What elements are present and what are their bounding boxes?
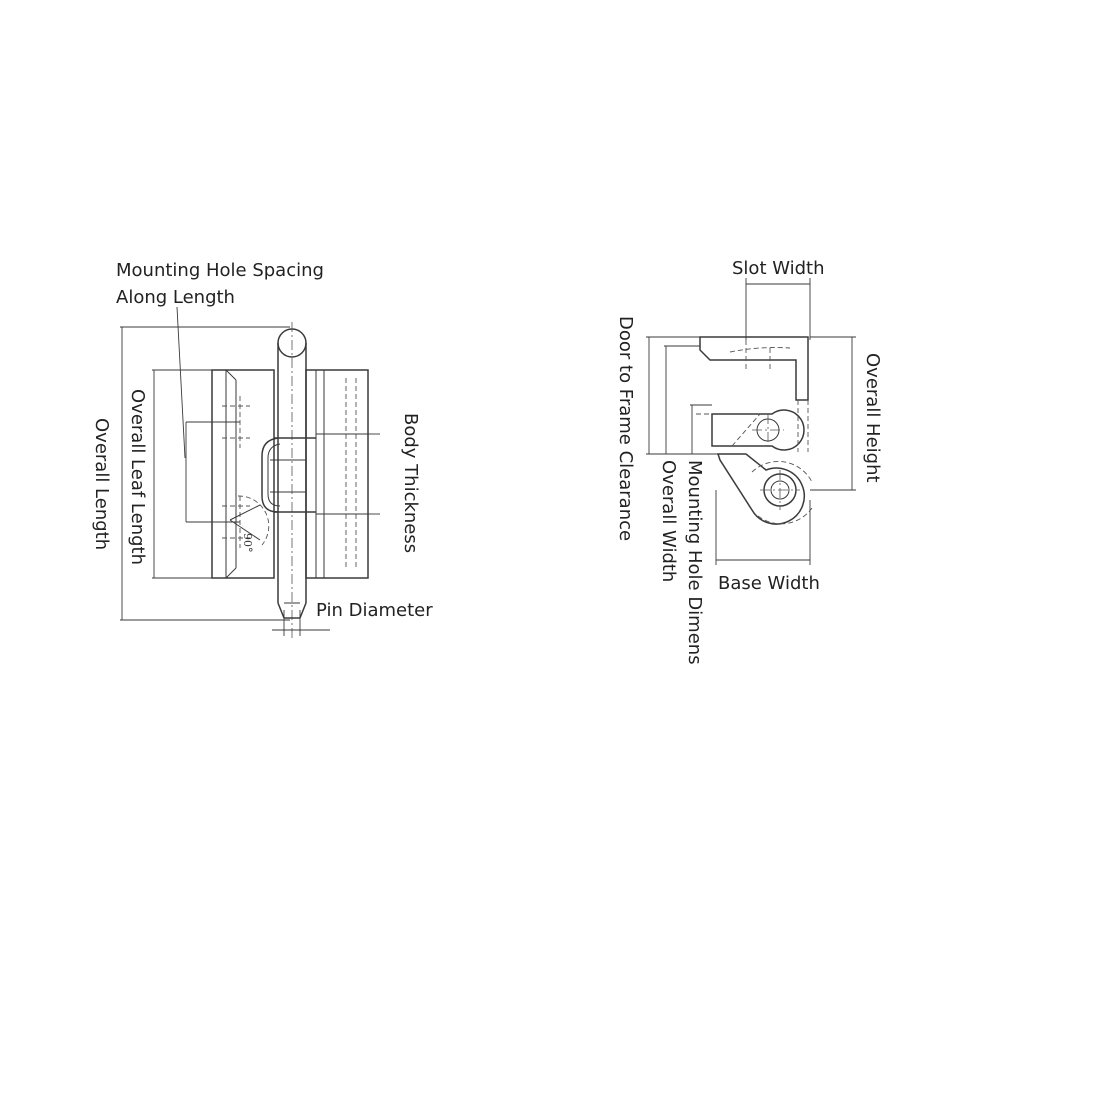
base-width-label: Base Width xyxy=(718,573,820,594)
mounting-hole-spacing-label-line1: Mounting Hole Spacing xyxy=(116,260,324,281)
overall-leaf-length-label: Overall Leaf Length xyxy=(127,389,148,566)
door-to-frame-clearance-label: Door to Frame Clearance xyxy=(615,316,636,542)
overall-width-label: Overall Width xyxy=(658,460,679,583)
upper-bracket xyxy=(700,337,808,400)
body-thickness-label: Body Thickness xyxy=(400,413,421,554)
right-leaf xyxy=(306,370,368,578)
overall-length-label: Overall Length xyxy=(91,418,112,551)
hinge-front-view xyxy=(120,307,380,640)
angle-label: 90° xyxy=(241,533,254,553)
mounting-hole-dimens-label: Mounting Hole Dimens xyxy=(684,460,705,665)
pin-diameter-label: Pin Diameter xyxy=(316,600,433,621)
lower-knuckle xyxy=(718,454,804,524)
mounting-hole-leader xyxy=(177,307,185,458)
overall-height-label: Overall Height xyxy=(862,353,883,483)
slot-width-label: Slot Width xyxy=(732,258,825,279)
mounting-hole-spacing-label-line2: Along Length xyxy=(116,287,235,308)
